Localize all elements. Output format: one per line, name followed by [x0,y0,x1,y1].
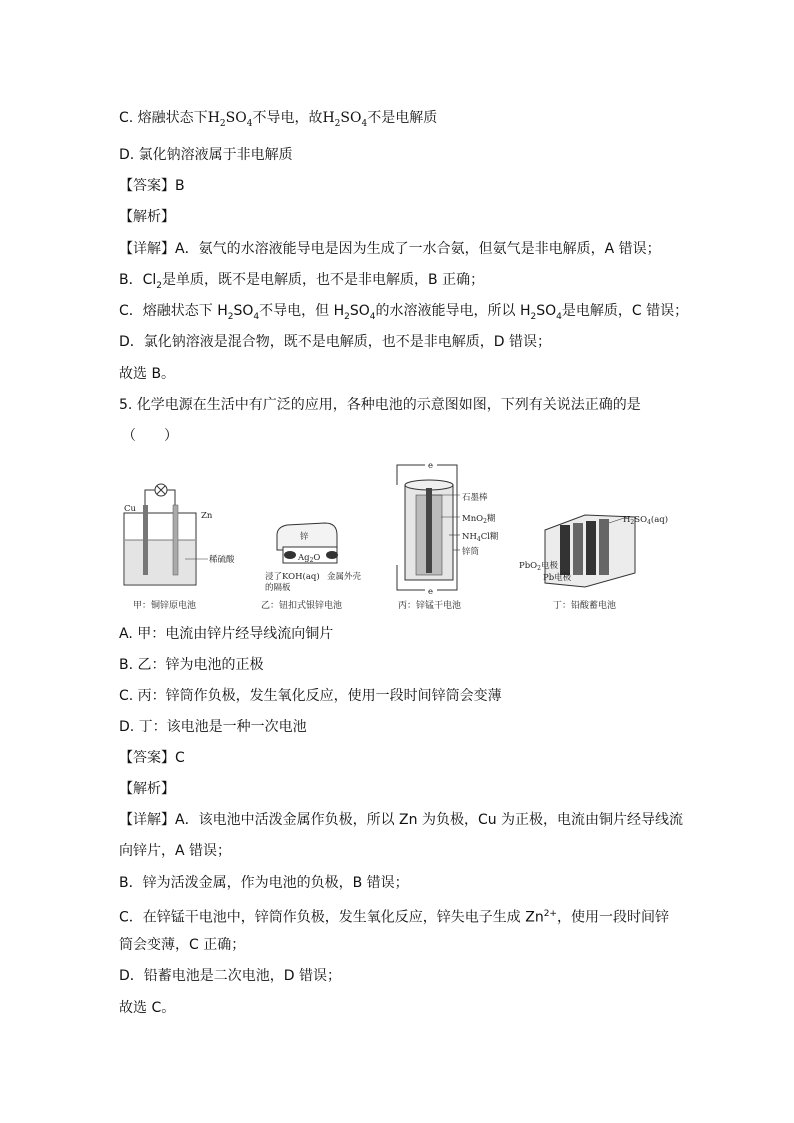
svg-text:MnO2糊: MnO$_2$糊 [462,514,496,525]
pb-electrode-label: Pb电极 [543,573,572,583]
caption-jia: 甲：铜锌原电池 [133,601,197,611]
metal-shell-label: 金属外壳 [327,572,362,582]
q5-conclusion: 故选 C。 [119,1000,176,1016]
svg-text:的隔板: 的隔板 [265,583,291,593]
cu-zn-cell-diagram [124,484,235,611]
q4-option-c: C. 熔融状态下$H_2SO_4$不导电，故$H_2SO_4$不是电解质 [119,110,438,129]
koh-separator-label: 浸了KOH(aq) [265,572,320,582]
q5-answer: 【答案】C [119,750,185,766]
q4-detail-c: C．熔融状态下 $H_2SO_4$不导电，但 $H_2SO_4$的水溶液能导电，所以 $H_2SO_4$是电解质，C 错误； [119,303,689,322]
graphite-rod-label: 石墨棒 [462,493,488,503]
caption-yi: 乙：钮扣式银锌电池 [261,601,343,611]
q4-conclusion: 故选 B。 [119,366,176,382]
svg-text:e: e [428,587,434,597]
zinc-label: 锌 [300,532,309,542]
zn-label: Zn [201,511,213,521]
q4-answer: 【答案】B [119,178,185,194]
svg-text:PbO2电极: PbO$_2$电极 [519,561,558,572]
q5-detail-a-line2: 向锌片，A 错误； [119,843,232,859]
dilute-acid-label: 稀硫酸 [209,555,235,565]
lead-acid-cell-diagram [519,514,668,611]
svg-text:NH4Cl糊: $NH_4Cl$糊 [462,532,499,543]
q5-detail-d: D．铅蓄电池是二次电池，D 错误； [119,968,342,984]
caption-ding: 丁：铅酸蓄电池 [553,601,617,611]
svg-text:e: e [428,461,434,471]
q5-detail-a-line1: 【详解】A．该电池中活泼金属作负极，所以 Zn 为负极，Cu 为正极，电流由铜片经导线流 [119,812,684,828]
svg-text:Ag2O: $Ag_2O$ [298,553,321,564]
q5-detail-b: B．锌为活泼金属，作为电池的负极，B 错误； [119,875,409,891]
q5-detail-c-line2: 筒会变薄，C 正确； [119,937,246,953]
q5-analysis-heading: 【解析】 [119,781,175,797]
q4-option-d: D. 氯化钠溶液属于非电解质 [119,147,293,163]
q5-option-c: C. 丙：锌筒作负极，发生氧化反应，使用一段时间锌筒会变薄 [119,688,502,704]
svg-text:H2SO4(aq): $H_2SO_4(aq)$ [623,515,669,526]
q5-option-a: A. 甲：电流由锌片经导线流向铜片 [119,626,334,642]
q5-option-b: B. 乙：锌为电池的正极 [119,657,264,673]
q5-detail-c-line1: C．在锌锰干电池中，锌筒作负极，发生氧化反应，锌失电子生成 $Zn^{2+}$，使用一段时间锌 [119,909,669,926]
button-cell-diagram [261,523,362,611]
q5-option-d: D. 丁：该电池是一种一次电池 [119,719,307,735]
q4-detail-a: 【详解】A．氨气的水溶液能导电是因为生成了一水合氨，但氨气是非电解质，A 错误； [119,241,661,257]
q4-detail-b: B．$Cl_2$是单质，既不是电解质，也不是非电解质，B 正确； [119,272,485,291]
caption-bing: 丙：锌锰干电池 [398,601,462,611]
cu-label: Cu [124,504,136,514]
q5-stem: 5. 化学电源在生活中有广泛的应用，各种电池的示意图如图，下列有关说法正确的是 [119,397,641,413]
q4-detail-d: D．氯化钠溶液是混合物，既不是电解质，也不是非电解质，D 错误； [119,334,552,350]
q5-answer-paren: （ ） [122,428,178,444]
battery-figure [115,455,685,615]
q4-analysis-heading: 【解析】 [119,209,175,225]
zinc-can-label: 锌筒 [462,547,480,557]
zinc-manganese-cell-diagram [397,461,499,611]
